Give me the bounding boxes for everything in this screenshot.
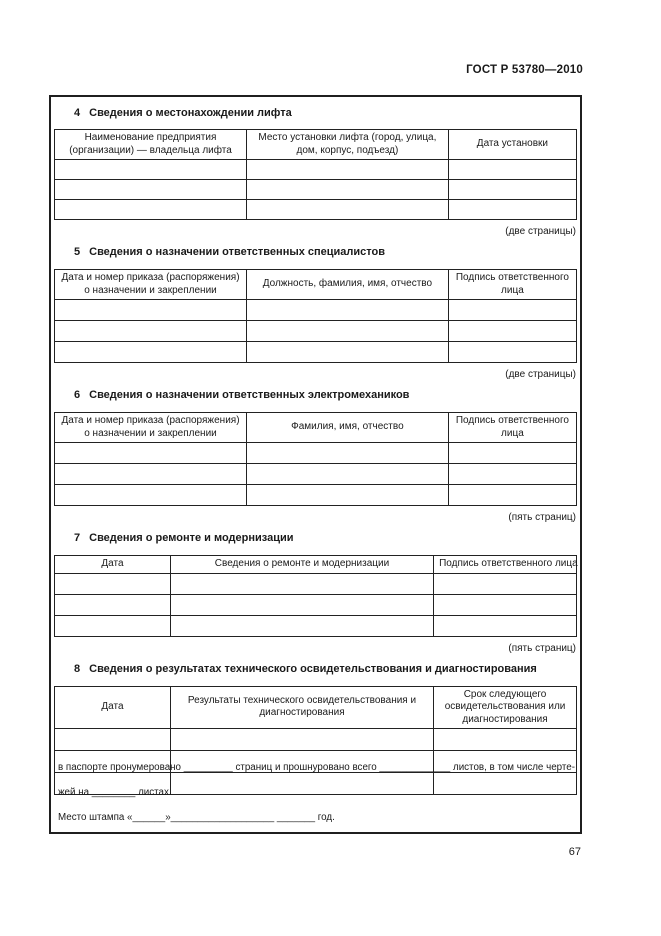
table-electromechanics	[54, 412, 577, 506]
empty-cell	[55, 200, 247, 220]
pages-note-2: (две страницы)	[505, 369, 576, 380]
table-repair-modernization	[54, 555, 577, 637]
section-5-number: 5	[74, 246, 81, 258]
table-row	[55, 321, 577, 342]
empty-cell	[55, 180, 247, 200]
form-box	[49, 95, 582, 834]
pages-note-1: (две страницы)	[505, 226, 576, 237]
table-header-row	[55, 270, 577, 300]
empty-cell	[55, 160, 247, 180]
col-date: Дата	[55, 686, 171, 729]
section-8-heading	[74, 663, 577, 676]
empty-cell	[55, 594, 171, 615]
section-8-title: Сведения о результатах технического освидетельствования и диагностирования	[89, 662, 537, 675]
col-date: Дата	[55, 556, 171, 574]
table-row	[55, 200, 577, 220]
col-install-date: Дата установки	[448, 130, 576, 160]
table-row	[55, 300, 577, 321]
empty-cell	[55, 300, 247, 321]
empty-cell	[448, 200, 576, 220]
empty-cell	[55, 443, 247, 464]
table-row	[55, 594, 577, 615]
table-row	[55, 485, 577, 506]
footer-block	[58, 762, 573, 824]
empty-cell	[246, 485, 448, 506]
section-7-title: Сведения о ремонте и модернизации	[89, 532, 294, 544]
col-examination-results: Результаты технического освидетельствования и диагностирования	[170, 686, 433, 729]
empty-cell	[55, 464, 247, 485]
empty-cell	[55, 485, 247, 506]
col-signature: Подпись ответственного лица	[434, 556, 577, 574]
empty-cell	[246, 160, 448, 180]
col-order-number: Дата и номер приказа (распоряжения) о назначении и закреплении	[55, 270, 247, 300]
footer-line-3: Место штампа «______»___________________ _______ год.	[58, 812, 335, 823]
section-7-heading	[74, 532, 577, 545]
empty-cell	[55, 729, 171, 751]
empty-cell	[434, 573, 577, 594]
table-header-row	[55, 130, 577, 160]
table-header-row	[55, 556, 577, 574]
col-signature: Подпись ответственного лица	[448, 270, 576, 300]
empty-cell	[170, 594, 433, 615]
empty-cell	[246, 443, 448, 464]
col-install-place: Место установки лифта (город, улица, дом, корпус, подъезд)	[246, 130, 448, 160]
col-full-name: Фамилия, имя, отчество	[246, 413, 448, 443]
table-row	[55, 160, 577, 180]
pages-note-4: (пять страниц)	[508, 642, 576, 654]
section-6-heading	[74, 389, 577, 402]
section-6-number: 6	[74, 389, 81, 401]
empty-cell	[55, 342, 247, 363]
section-5-title: Сведения о назначении ответственных специалистов	[89, 246, 386, 258]
empty-cell	[448, 180, 576, 200]
empty-cell	[434, 594, 577, 615]
col-signature: Подпись ответственного лица	[448, 413, 576, 443]
empty-cell	[170, 615, 433, 636]
col-order-number: Дата и номер приказа (распоряжения) о назначении и закреплении	[55, 413, 247, 443]
empty-cell	[448, 464, 576, 485]
section-8-number: 8	[74, 662, 81, 675]
col-repair-info: Сведения о ремонте и модернизации	[170, 556, 433, 574]
empty-cell	[246, 342, 448, 363]
table-row	[55, 342, 577, 363]
empty-cell	[448, 485, 576, 506]
empty-cell	[246, 464, 448, 485]
table-row	[55, 729, 577, 751]
empty-cell	[246, 300, 448, 321]
empty-cell	[448, 160, 576, 180]
table-row	[55, 615, 577, 636]
empty-cell	[448, 321, 576, 342]
section-7-number: 7	[74, 532, 81, 544]
empty-cell	[434, 615, 577, 636]
section-6-title: Сведения о назначении ответственных электромехаников	[89, 389, 410, 401]
empty-cell	[170, 729, 433, 751]
page-number: 67	[568, 846, 581, 858]
footer-line-1: в паспорте пронумеровано _________ страниц и прошнуровано всего _____________ листов, в том числе черте-	[58, 762, 575, 773]
empty-cell	[448, 342, 576, 363]
empty-cell	[448, 443, 576, 464]
section-4-title: Сведения о местонахождении лифта	[89, 107, 292, 119]
col-position-name: Должность, фамилия, имя, отчество	[246, 270, 448, 300]
table-row	[55, 443, 577, 464]
table-header-row	[55, 686, 577, 729]
empty-cell	[55, 573, 171, 594]
empty-cell	[448, 300, 576, 321]
table-row	[55, 573, 577, 594]
empty-cell	[246, 200, 448, 220]
table-header-row	[55, 413, 577, 443]
table-responsible-specialists	[54, 269, 577, 363]
col-owner-name: Наименование предприятия (организации) — владельца лифта	[55, 130, 247, 160]
empty-cell	[246, 180, 448, 200]
standard-header: ГОСТ Р 53780—2010	[466, 64, 583, 76]
empty-cell	[170, 573, 433, 594]
section-5-heading	[74, 246, 577, 259]
empty-cell	[55, 615, 171, 636]
empty-cell	[246, 321, 448, 342]
table-row	[55, 464, 577, 485]
section-4-heading	[74, 107, 577, 120]
footer-line-2: жей на ________ листах.	[58, 787, 172, 798]
pages-note-3: (пять страниц)	[508, 512, 576, 523]
section-4-number: 4	[74, 107, 81, 119]
table-lift-location	[54, 129, 577, 220]
empty-cell	[434, 729, 577, 751]
table-row	[55, 180, 577, 200]
empty-cell	[55, 321, 247, 342]
col-next-examination-term: Срок следующего освидетельствования или диагностирования	[434, 686, 577, 729]
